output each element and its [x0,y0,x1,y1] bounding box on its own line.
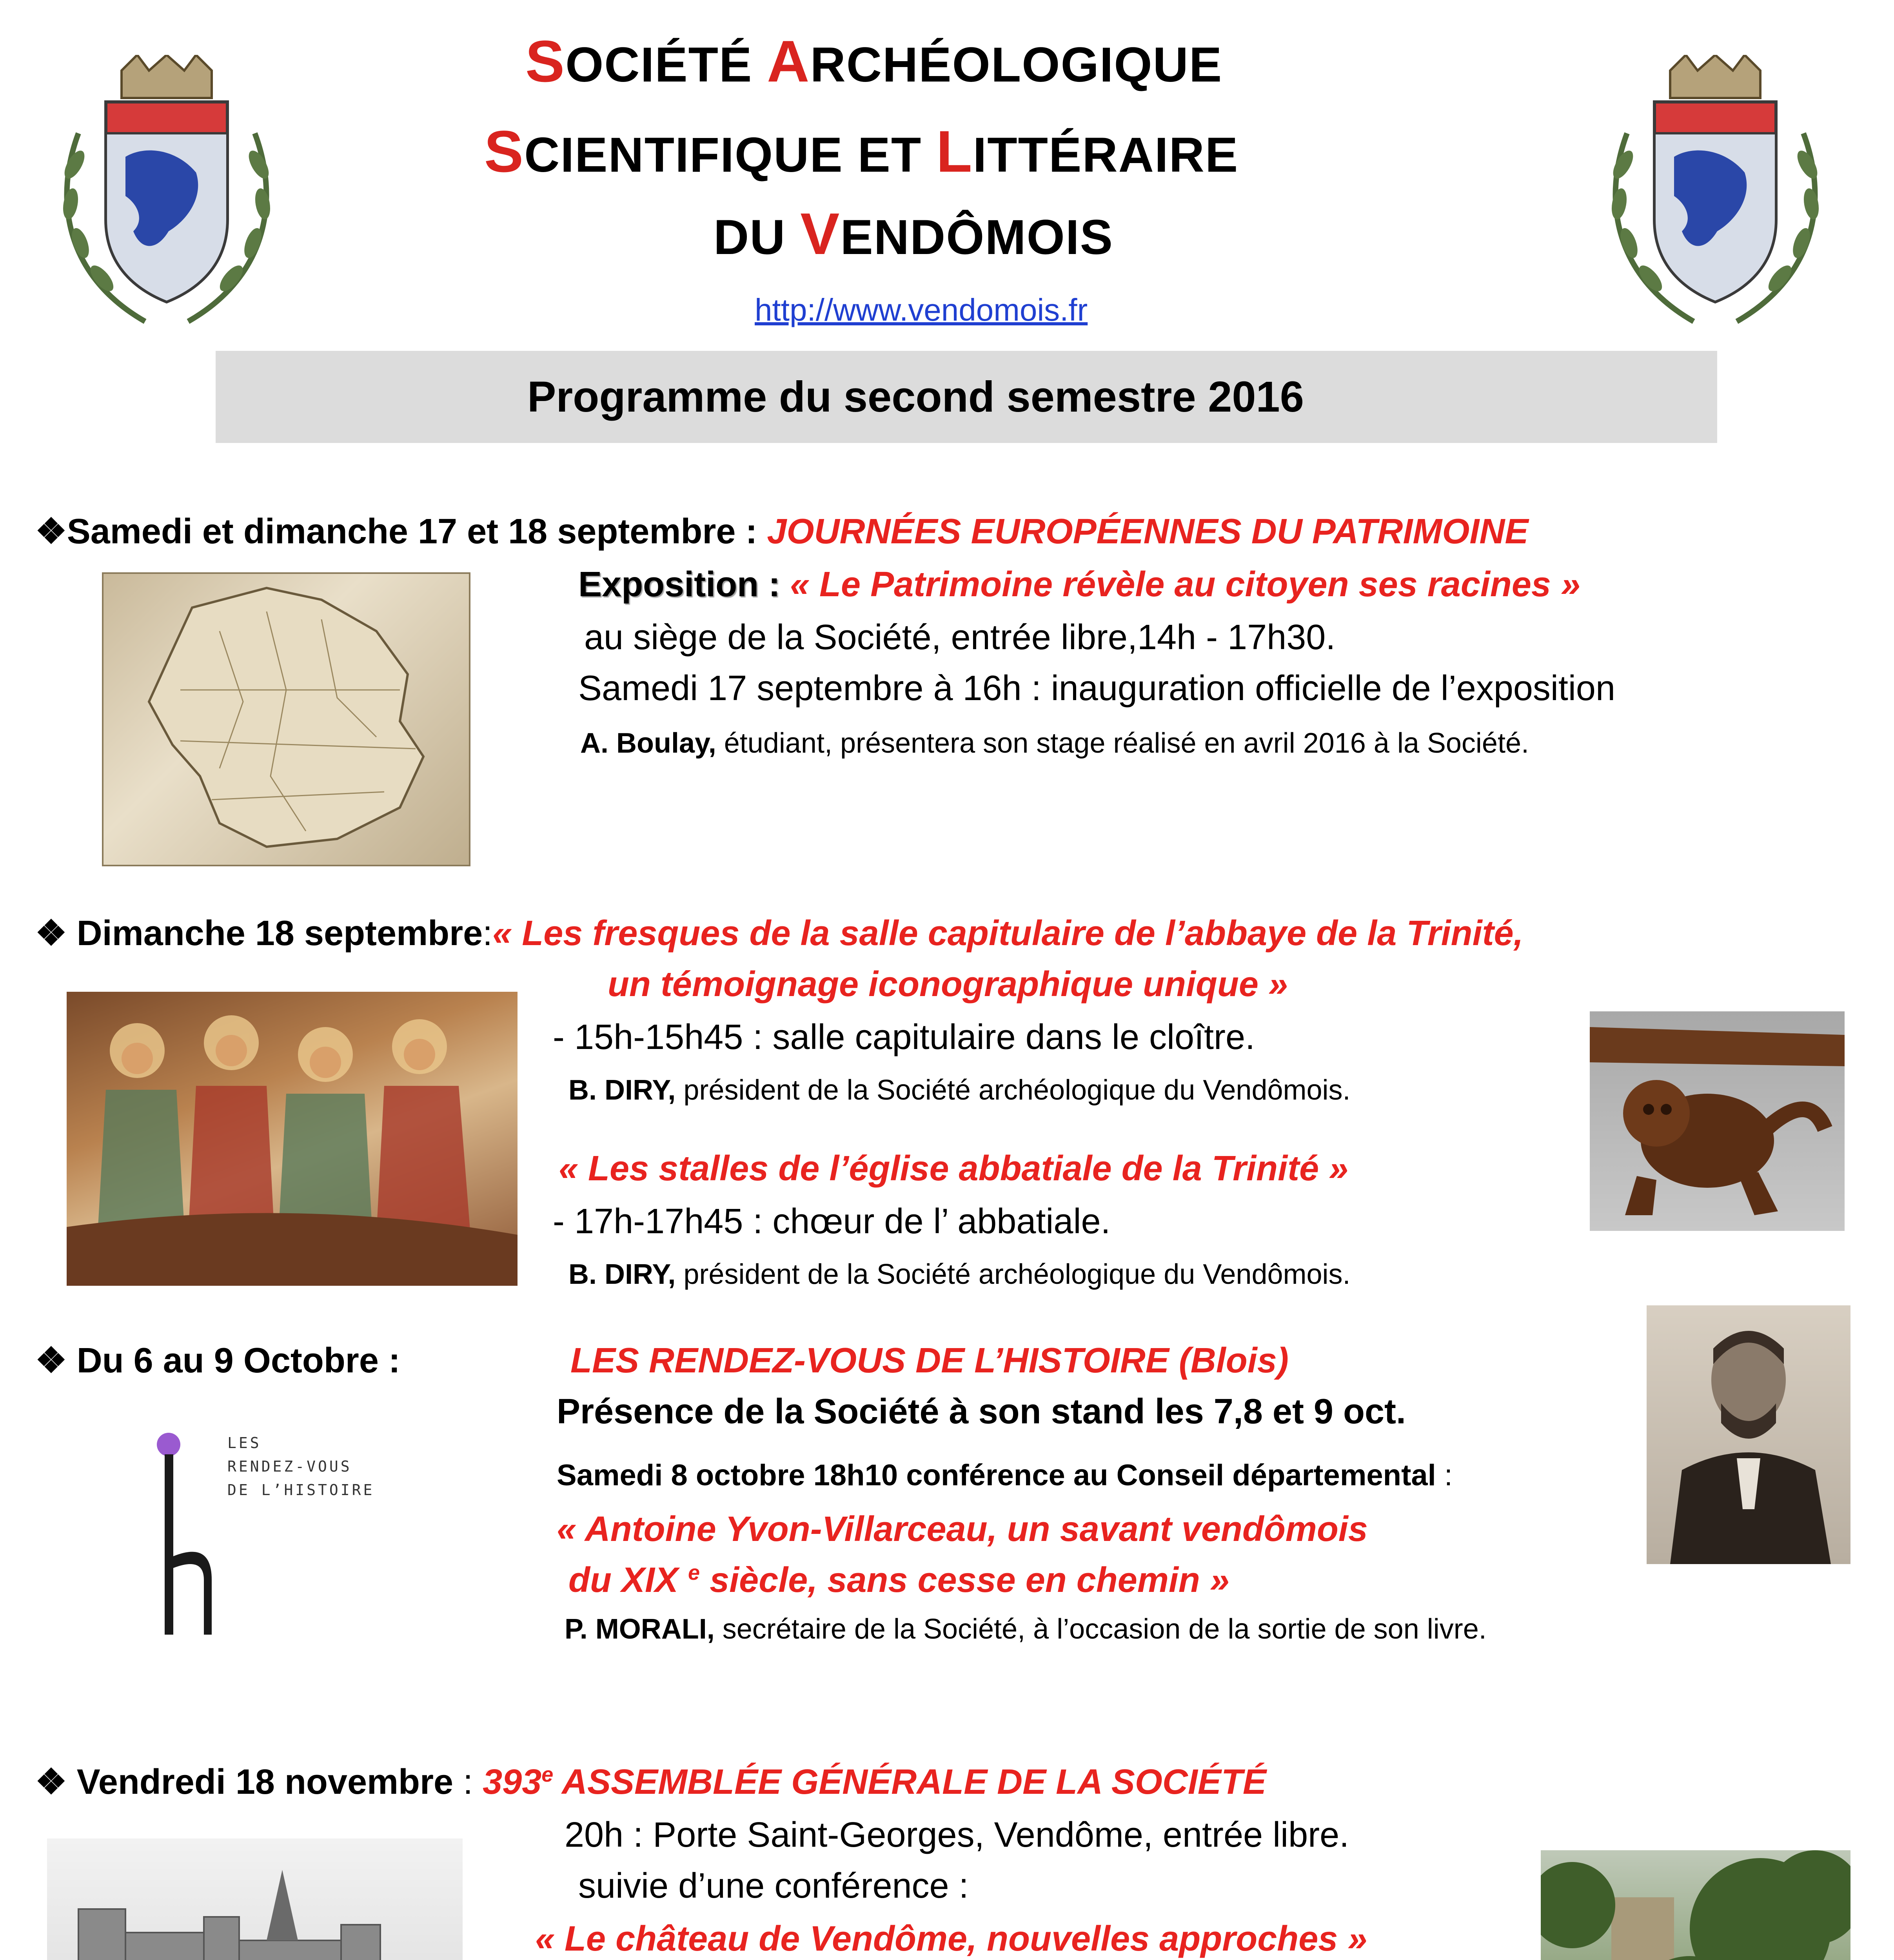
header-text: DU [714,210,801,265]
event-4-title: ASSEMBLÉE GÉNÉRALE DE LA SOCIÉTÉ [553,1762,1266,1802]
event-1-exhibition [578,564,1580,605]
separator: : [1436,1459,1453,1492]
header-cap: L [936,118,973,184]
diamond-bullet-icon: ❖ [35,512,67,551]
separator: : [483,914,493,953]
rendez-vous-histoire-logo [153,1423,427,1642]
event-3-title-2-line-1: « Antoine Yvon-Villarceau, un savant vendômois [557,1510,1368,1549]
speaker-text: président de la Société archéologique du Vendômois. [676,1074,1351,1106]
exhibition-label: Exposition : [578,565,790,604]
event-4-date: Vendredi 18 novembre [76,1762,454,1802]
event-1-date: Samedi et dimanche 17 et 18 septembre [67,512,736,551]
speaker-text: président de la Société archéologique du Vendômois. [676,1259,1351,1290]
header-title-line-3 [714,200,1113,268]
portrait-photo [1647,1305,1850,1564]
event-3-title: LES RENDEZ-VOUS DE L’HISTOIRE (Blois) [570,1341,1289,1380]
header-cap: V [800,201,841,267]
superscript: e [688,1561,700,1584]
coat-of-arms-right-icon [1596,55,1835,337]
fresco-photo [67,992,518,1286]
event-4-heading [35,1762,1266,1803]
map-outline-icon [102,572,470,866]
speaker-text: étudiant, présentera son stage réalisé en avril 2016 à la Société. [716,728,1529,759]
diamond-bullet-icon: ❖ [35,1341,77,1380]
header-cap: S [525,28,566,94]
lion-carving-icon [1590,1011,1845,1231]
separator: : [453,1762,483,1802]
title-part: du XIX [568,1561,688,1600]
event-4-line-3: suivie d’une conférence : [578,1866,969,1906]
assembly-number: 393 [483,1762,542,1802]
event-2-title-line-1: « Les fresques de la salle capitulaire de l’abbaye de la Trinité, [492,914,1524,953]
header-text: RCHÉOLOGIQUE [810,38,1223,92]
header-title-line-1 [525,27,1222,95]
event-2-date: Dimanche 18 septembre [76,914,483,953]
event-2-speaker-1 [568,1074,1351,1107]
speaker-name: P. MORALI, [565,1613,715,1645]
logo-text-1: LES [227,1434,261,1452]
coat-of-arms-left-icon [47,55,286,337]
speaker-text: secrétaire de la Société, à l’occasion de la sortie de son livre. [714,1613,1487,1645]
event-2-time-2: - 17h-17h45 : chœur de l’ abbatiale. [553,1202,1111,1241]
separator: : [378,1341,400,1380]
event-3-date: Du 6 au 9 Octobre [76,1341,379,1380]
logo-text-3: DE L’HISTOIRE [227,1481,375,1499]
event-3-speaker [565,1613,1487,1646]
event-3-heading [35,1341,400,1381]
header-text: OCIÉTÉ [565,38,767,92]
event-4-title-2: « Le château de Vendôme, nouvelles approches » [535,1919,1367,1958]
event-3-conference [557,1458,1453,1492]
speaker-name: B. DIRY, [568,1259,676,1290]
tower-ruins-photo [1541,1850,1850,1960]
fresco-figures-icon [67,992,518,1286]
event-1-speaker [580,727,1529,760]
header-website-link[interactable]: http://www.vendomois.fr [755,292,1088,327]
header-title-line-2 [484,118,1238,185]
header-cap: S [484,118,525,184]
header-text: ITTÉRAIRE [973,128,1239,182]
separator: : [735,512,767,551]
exhibition-title: « Le Patrimoine révèle au citoyen ses racines » [790,565,1581,604]
event-1-line-3: au siège de la Société, entrée libre,14h - 17h30. [584,618,1336,657]
map-of-france-photo [102,572,470,866]
castle-engraving [47,1838,463,1960]
event-1-heading [35,512,1528,552]
castle-drawing-icon [47,1838,463,1960]
speaker-name: A. Boulay, [580,728,716,759]
superscript: e [541,1763,554,1786]
portrait-figure-icon [1647,1305,1850,1564]
event-3-title-2-line-2 [568,1560,1229,1601]
event-2-heading [35,913,1524,954]
h-logo-icon [153,1423,427,1642]
header-text: CIENTIFIQUE ET [524,128,936,182]
event-1-line-4: Samedi 17 septembre à 16h : inauguration officielle de l’exposition [578,669,1616,708]
event-3-presence: Présence de la Société à son stand les 7,8 et 9 oct. [557,1392,1406,1431]
event-4-line-2: 20h : Porte Saint-Georges, Vendôme, entrée libre. [565,1815,1349,1855]
speaker-name: B. DIRY, [568,1074,676,1106]
event-2-title-2: « Les stalles de l’église abbatiale de la Trinité » [559,1149,1349,1188]
header-text: ENDÔMOIS [840,210,1113,265]
event-2-time-1: - 15h-15h45 : salle capitulaire dans le cloître. [553,1018,1255,1057]
event-2-speaker-2 [568,1258,1351,1291]
title-part: siècle, sans cesse en chemin » [700,1561,1229,1600]
stall-carving-photo [1590,1011,1845,1231]
diamond-bullet-icon: ❖ [35,914,77,953]
tower-trees-icon [1541,1850,1850,1960]
event-1-title: JOURNÉ́ES EUROPÉENNES DU PATRIMOINE [767,512,1529,551]
logo-text-2: RENDEZ-VOUS [227,1458,352,1475]
header-cap: A [767,28,810,94]
programme-title: Programme du second semestre 2016 [527,373,1304,421]
diamond-bullet-icon: ❖ [35,1762,77,1802]
conference-text: Samedi 8 octobre 18h10 conférence au Conseil départemental [557,1459,1436,1492]
event-2-title-line-2: un témoignage iconographique unique » [608,965,1288,1004]
